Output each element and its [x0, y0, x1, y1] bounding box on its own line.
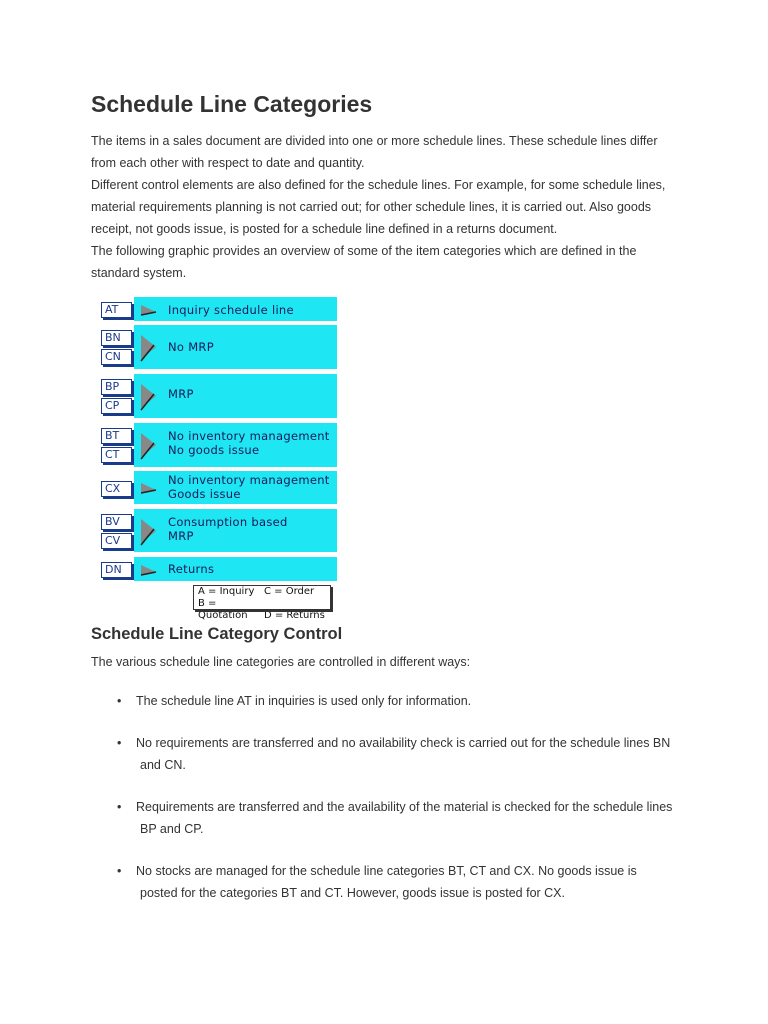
list-item-text: BP and CP.: [140, 822, 204, 836]
code-box-ct: CT: [101, 447, 132, 463]
code-box-cv: CV: [101, 533, 132, 549]
diagram-legend: [193, 585, 331, 621]
code-box-bv: BV: [101, 514, 132, 530]
section-heading: Schedule Line Category Control: [91, 625, 343, 643]
arrow-icon: [139, 382, 159, 412]
code-box-bn: BN: [101, 330, 132, 346]
code-box-bp: BP: [101, 379, 132, 395]
list-item: [91, 732, 691, 776]
list-item-text: • The schedule line AT in inquiries is used only for information.: [136, 694, 472, 708]
diagram-row-bv-cv: [101, 509, 337, 552]
diagram-row-bp-cp: [101, 374, 337, 418]
legend-item: C = Order: [264, 586, 315, 597]
arrow-icon: [139, 517, 159, 547]
list-item-text: posted for the categories BT and CT. However, goods issue is posted for CX.: [140, 886, 565, 900]
arrow-icon: [139, 431, 159, 461]
code-box-cx: CX: [101, 481, 132, 497]
code-box-cn: CN: [101, 349, 132, 365]
list-item-text: • Requirements are transferred and the availability of the material is checked for the schedule lines: [136, 800, 673, 814]
row-label: No MRP: [168, 340, 214, 354]
row-label: No inventory management: [168, 429, 330, 443]
row-label: Returns: [168, 562, 215, 576]
row-label: MRP: [168, 387, 194, 401]
row-label: MRP: [168, 529, 194, 543]
arrow-icon: [139, 563, 159, 577]
list-item: [91, 796, 691, 840]
list-item-text: and CN.: [140, 758, 186, 772]
code-box-cp: CP: [101, 398, 132, 414]
list-item-text: • No stocks are managed for the schedule line categories BT, CT and CX. No goods issue is: [136, 864, 637, 878]
row-label: No inventory management: [168, 473, 330, 487]
row-label: No goods issue: [168, 443, 260, 457]
legend-item: B = Quotation: [198, 598, 248, 621]
diagram-row-bn-cn: [101, 325, 337, 369]
row-label: Consumption based: [168, 515, 288, 529]
bullet-list: [91, 690, 691, 924]
intro-line: standard system.: [91, 266, 187, 280]
arrow-icon: [139, 333, 159, 363]
code-box-dn: DN: [101, 562, 132, 578]
row-label: Inquiry schedule line: [168, 303, 294, 317]
code-box-bt: BT: [101, 428, 132, 444]
intro-line: receipt, not goods issue, is posted for a schedule line defined in a returns document.: [91, 222, 558, 236]
arrow-icon: [139, 481, 159, 495]
list-item: [91, 860, 691, 904]
section-intro: The various schedule line categories are controlled in different ways:: [91, 655, 471, 669]
diagram-row-cx: [101, 471, 337, 504]
diagram-row-dn: [101, 557, 337, 581]
code-box-at: AT: [101, 302, 132, 318]
row-label: Goods issue: [168, 487, 241, 501]
diagram-row-bt-ct: [101, 423, 337, 467]
diagram-row-at: [101, 297, 337, 321]
intro-line: from each other with respect to date and quantity.: [91, 156, 365, 170]
intro-line: material requirements planning is not carried out; for other schedule lines, it is carried out. Also goods: [91, 200, 652, 214]
intro-line: The following graphic provides an overview of some of the item categories which are defined in the: [91, 244, 637, 258]
list-item: [91, 690, 691, 712]
intro-line: Different control elements are also defined for the schedule lines. For example, for some schedule lines,: [91, 178, 666, 192]
intro-text: [91, 130, 681, 284]
legend-item: A = Inquiry: [198, 586, 255, 597]
arrow-icon: [139, 303, 159, 317]
legend-item: D = Returns: [264, 610, 325, 621]
intro-line: The items in a sales document are divided into one or more schedule lines. These schedule lines differ: [91, 134, 658, 148]
list-item-text: • No requirements are transferred and no availability check is carried out for the schedule lines BN: [136, 736, 671, 750]
page-title: Schedule Line Categories: [91, 91, 373, 117]
